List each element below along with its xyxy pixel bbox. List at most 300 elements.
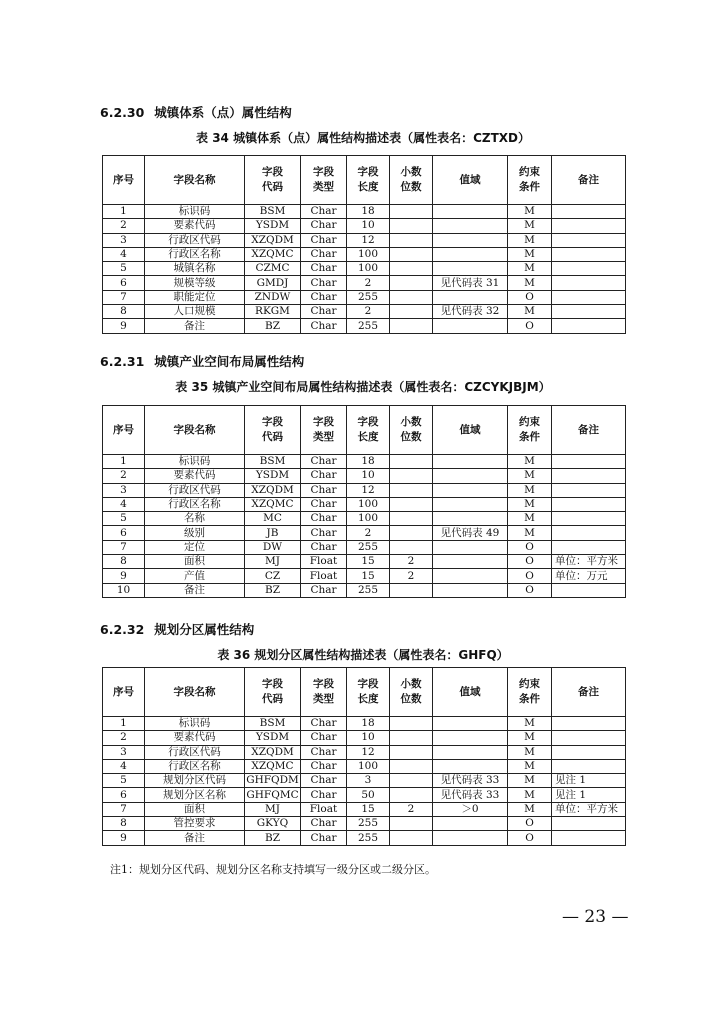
section-number: 6.2.32 xyxy=(100,622,145,637)
field-type-cell: Float xyxy=(301,569,347,583)
table-caption: 表 35 城镇产业空间布局属性结构描述表（属性表名：CZCYKJBJM） xyxy=(175,380,551,394)
seq-cell: 3 xyxy=(103,233,145,247)
seq-cell: 2 xyxy=(103,731,145,745)
field-name-cell: 备注 xyxy=(145,831,245,845)
table-row xyxy=(103,512,626,526)
decimal-places-cell xyxy=(390,745,433,759)
field-length-cell: 12 xyxy=(347,745,390,759)
decimal-places-cell xyxy=(390,205,433,219)
constraint-cell: M xyxy=(508,219,552,233)
field-length-cell: 255 xyxy=(347,583,390,597)
value-domain-cell xyxy=(433,831,508,845)
field-code-cell: YSDM xyxy=(245,731,301,745)
field-type-cell: Char xyxy=(301,276,347,290)
decimal-places-cell xyxy=(390,497,433,511)
constraint-cell: M xyxy=(508,205,552,219)
table-row xyxy=(103,305,626,319)
table-row xyxy=(103,802,626,816)
field-name-cell: 行政区代码 xyxy=(145,745,245,759)
decimal-places-cell xyxy=(390,319,433,333)
remark-cell xyxy=(552,233,626,247)
field-length-cell: 255 xyxy=(347,319,390,333)
column-header: 字段名称 xyxy=(145,156,245,205)
remark-cell xyxy=(552,526,626,540)
seq-cell: 9 xyxy=(103,831,145,845)
value-domain-cell xyxy=(433,569,508,583)
field-name-cell: 规划分区名称 xyxy=(145,788,245,802)
table-caption: 表 34 城镇体系（点）属性结构描述表（属性表名：CZTXD） xyxy=(196,131,530,145)
value-domain-cell xyxy=(433,540,508,554)
remark-cell xyxy=(552,512,626,526)
field-type-cell: Char xyxy=(301,717,347,731)
remark-cell xyxy=(552,745,626,759)
column-header: 备注 xyxy=(552,668,626,717)
seq-cell: 6 xyxy=(103,526,145,540)
field-type-cell: Char xyxy=(301,759,347,773)
value-domain-cell xyxy=(433,555,508,569)
field-type-cell: Char xyxy=(301,483,347,497)
decimal-places-cell xyxy=(390,540,433,554)
constraint-cell: M xyxy=(508,276,552,290)
field-code-cell: YSDM xyxy=(245,469,301,483)
field-length-cell: 255 xyxy=(347,831,390,845)
remark-cell xyxy=(552,831,626,845)
field-name-cell: 定位 xyxy=(145,540,245,554)
table-row xyxy=(103,469,626,483)
field-code-cell: XZQDM xyxy=(245,233,301,247)
seq-cell: 5 xyxy=(103,262,145,276)
section-title: 规划分区属性结构 xyxy=(154,622,255,637)
decimal-places-cell xyxy=(390,455,433,469)
seq-cell: 10 xyxy=(103,583,145,597)
remark-cell: 见注 1 xyxy=(552,774,626,788)
field-type-cell: Char xyxy=(301,788,347,802)
section-heading xyxy=(100,620,254,638)
field-type-cell: Float xyxy=(301,555,347,569)
constraint-cell: M xyxy=(508,759,552,773)
seq-cell: 7 xyxy=(103,802,145,816)
value-domain-cell xyxy=(433,497,508,511)
constraint-cell: M xyxy=(508,247,552,261)
field-type-cell: Char xyxy=(301,233,347,247)
table-row xyxy=(103,205,626,219)
value-domain-cell xyxy=(433,455,508,469)
field-name-cell: 城镇名称 xyxy=(145,262,245,276)
field-length-cell: 15 xyxy=(347,802,390,816)
section-number: 6.2.30 xyxy=(100,105,145,120)
field-code-cell: ZNDW xyxy=(245,290,301,304)
field-code-cell: XZQDM xyxy=(245,745,301,759)
remark-cell xyxy=(552,817,626,831)
constraint-cell: M xyxy=(508,497,552,511)
remark-cell xyxy=(552,276,626,290)
field-code-cell: GHFQMC xyxy=(246,788,299,801)
table-row xyxy=(103,731,626,745)
decimal-places-cell xyxy=(390,583,433,597)
field-name-cell: 行政区代码 xyxy=(145,233,245,247)
field-length-cell: 100 xyxy=(347,262,390,276)
field-length-cell: 255 xyxy=(347,290,390,304)
field-name-cell: 面积 xyxy=(145,802,245,816)
constraint-cell: M xyxy=(508,469,552,483)
field-name-cell: 要素代码 xyxy=(145,731,245,745)
column-header: 字段 长度 xyxy=(347,668,390,717)
column-header: 小数 位数 xyxy=(390,406,433,455)
constraint-cell: O xyxy=(508,319,552,333)
decimal-places-cell xyxy=(390,219,433,233)
field-length-cell: 3 xyxy=(347,774,390,788)
decimal-places-cell xyxy=(390,262,433,276)
constraint-cell: O xyxy=(508,831,552,845)
value-domain-cell: 见代码表 32 xyxy=(433,305,508,319)
field-type-cell: Float xyxy=(301,802,347,816)
value-domain-cell: 见代码表 49 xyxy=(433,526,508,540)
table-header-row xyxy=(103,668,626,717)
field-code-cell: CZ xyxy=(245,569,301,583)
section-title: 城镇产业空间布局属性结构 xyxy=(154,354,305,369)
table-row xyxy=(103,583,626,597)
field-name-cell: 要素代码 xyxy=(145,469,245,483)
table-row xyxy=(103,555,626,569)
seq-cell: 5 xyxy=(103,774,145,788)
constraint-cell: M xyxy=(508,483,552,497)
field-code-cell: XZQMC xyxy=(245,497,301,511)
decimal-places-cell xyxy=(390,290,433,304)
field-code-cell: BZ xyxy=(245,583,301,597)
remark-cell xyxy=(552,540,626,554)
constraint-cell: M xyxy=(508,731,552,745)
field-name-cell: 名称 xyxy=(145,512,245,526)
seq-cell: 7 xyxy=(103,290,145,304)
field-name-cell: 要素代码 xyxy=(145,219,245,233)
seq-cell: 6 xyxy=(103,276,145,290)
field-length-cell: 2 xyxy=(347,276,390,290)
field-type-cell: Char xyxy=(301,219,347,233)
seq-cell: 8 xyxy=(103,817,145,831)
field-code-cell: GKYQ xyxy=(245,817,301,831)
seq-cell: 6 xyxy=(103,788,145,802)
decimal-places-cell xyxy=(390,276,433,290)
table-row xyxy=(103,540,626,554)
field-type-cell: Char xyxy=(301,731,347,745)
field-type-cell: Char xyxy=(301,205,347,219)
field-code-cell: BZ xyxy=(245,319,301,333)
seq-cell: 1 xyxy=(103,717,145,731)
table-note: 注1：规划分区代码、规划分区名称支持填写一级分区或二级分区。 xyxy=(110,863,436,876)
decimal-places-cell xyxy=(390,305,433,319)
value-domain-cell xyxy=(433,247,508,261)
field-type-cell: Char xyxy=(301,774,347,788)
remark-cell xyxy=(552,497,626,511)
field-length-cell: 100 xyxy=(347,497,390,511)
constraint-cell: M xyxy=(508,774,552,788)
field-type-cell: Char xyxy=(301,512,347,526)
field-name-cell: 规划分区代码 xyxy=(145,774,245,788)
table-row xyxy=(103,817,626,831)
field-code-cell: BSM xyxy=(245,455,301,469)
table-row xyxy=(103,745,626,759)
decimal-places-cell xyxy=(390,774,433,788)
column-header: 值域 xyxy=(433,406,508,455)
table-header-row xyxy=(103,156,626,205)
field-length-cell: 50 xyxy=(347,788,390,802)
column-header: 字段 长度 xyxy=(347,156,390,205)
column-header: 序号 xyxy=(103,406,145,455)
column-header: 字段 类型 xyxy=(301,156,347,205)
value-domain-cell: 见代码表 33 xyxy=(433,774,508,788)
field-name-cell: 人口规模 xyxy=(145,305,245,319)
section-heading xyxy=(100,103,292,121)
table-row xyxy=(103,788,626,802)
remark-cell xyxy=(552,219,626,233)
decimal-places-cell: 2 xyxy=(390,555,433,569)
decimal-places-cell xyxy=(390,831,433,845)
seq-cell: 8 xyxy=(103,305,145,319)
seq-cell: 9 xyxy=(103,569,145,583)
field-length-cell: 100 xyxy=(347,512,390,526)
column-header: 小数 位数 xyxy=(390,668,433,717)
field-name-cell: 行政区名称 xyxy=(145,497,245,511)
constraint-cell: M xyxy=(508,788,552,802)
field-name-cell: 备注 xyxy=(145,583,245,597)
column-header: 备注 xyxy=(552,156,626,205)
section-number: 6.2.31 xyxy=(100,354,145,369)
value-domain-cell xyxy=(433,745,508,759)
column-header: 约束 条件 xyxy=(508,668,552,717)
decimal-places-cell xyxy=(390,717,433,731)
decimal-places-cell xyxy=(390,233,433,247)
field-code-cell: XZQDM xyxy=(245,483,301,497)
field-length-cell: 18 xyxy=(347,205,390,219)
column-header: 字段 长度 xyxy=(347,406,390,455)
column-header: 字段 类型 xyxy=(301,668,347,717)
field-length-cell: 100 xyxy=(347,247,390,261)
value-domain-cell xyxy=(433,759,508,773)
remark-cell: 见注 1 xyxy=(552,788,626,802)
field-name-cell: 备注 xyxy=(145,319,245,333)
decimal-places-cell xyxy=(390,483,433,497)
field-name-cell: 标识码 xyxy=(145,455,245,469)
value-domain-cell xyxy=(433,583,508,597)
remark-cell xyxy=(552,717,626,731)
value-domain-cell xyxy=(433,319,508,333)
remark-cell xyxy=(552,583,626,597)
remark-cell xyxy=(552,469,626,483)
remark-cell: 单位：平方米 xyxy=(552,555,626,569)
table-caption: 表 36 规划分区属性结构描述表（属性表名：GHFQ） xyxy=(217,648,509,662)
constraint-cell: M xyxy=(508,455,552,469)
field-code-cell: XZQMC xyxy=(245,759,301,773)
value-domain-cell xyxy=(433,469,508,483)
constraint-cell: O xyxy=(508,290,552,304)
column-header: 约束 条件 xyxy=(508,406,552,455)
value-domain-cell xyxy=(433,219,508,233)
field-code-cell: MJ xyxy=(245,802,301,816)
field-type-cell: Char xyxy=(301,745,347,759)
value-domain-cell xyxy=(433,817,508,831)
table-row xyxy=(103,319,626,333)
column-header: 序号 xyxy=(103,156,145,205)
constraint-cell: O xyxy=(508,817,552,831)
column-header: 字段 类型 xyxy=(301,406,347,455)
field-type-cell: Char xyxy=(301,290,347,304)
field-type-cell: Char xyxy=(301,583,347,597)
field-length-cell: 255 xyxy=(347,540,390,554)
table-row xyxy=(103,526,626,540)
field-name-cell: 职能定位 xyxy=(145,290,245,304)
field-type-cell: Char xyxy=(301,817,347,831)
page-number: — 23 — xyxy=(562,907,629,927)
constraint-cell: M xyxy=(508,305,552,319)
remark-cell xyxy=(552,247,626,261)
field-type-cell: Char xyxy=(301,455,347,469)
value-domain-cell xyxy=(433,483,508,497)
seq-cell: 9 xyxy=(103,319,145,333)
decimal-places-cell: 2 xyxy=(390,802,433,816)
value-domain-cell xyxy=(433,233,508,247)
table-row xyxy=(103,219,626,233)
column-header: 字段 代码 xyxy=(245,668,301,717)
decimal-places-cell xyxy=(390,788,433,802)
section-title: 城镇体系（点）属性结构 xyxy=(154,105,292,120)
remark-cell xyxy=(552,205,626,219)
table-row xyxy=(103,233,626,247)
decimal-places-cell xyxy=(390,759,433,773)
field-type-cell: Char xyxy=(301,831,347,845)
field-name-cell: 规模等级 xyxy=(145,276,245,290)
remark-cell xyxy=(552,290,626,304)
field-length-cell: 18 xyxy=(347,455,390,469)
field-name-cell: 级别 xyxy=(145,526,245,540)
constraint-cell: M xyxy=(508,262,552,276)
field-length-cell: 2 xyxy=(347,526,390,540)
constraint-cell: M xyxy=(508,512,552,526)
column-header: 约束 条件 xyxy=(508,156,552,205)
field-length-cell: 10 xyxy=(347,219,390,233)
column-header: 值域 xyxy=(433,156,508,205)
value-domain-cell: 见代码表 33 xyxy=(433,788,508,802)
value-domain-cell xyxy=(433,205,508,219)
table-row xyxy=(103,831,626,845)
seq-cell: 4 xyxy=(103,497,145,511)
field-code-cell: GHFQDM xyxy=(246,774,299,787)
field-code-cell: MJ xyxy=(245,555,301,569)
field-type-cell: Char xyxy=(301,262,347,276)
table-row xyxy=(103,455,626,469)
remark-cell: 单位：平方米 xyxy=(552,802,626,816)
table-row xyxy=(103,247,626,261)
value-domain-cell xyxy=(433,731,508,745)
remark-cell xyxy=(552,319,626,333)
value-domain-cell xyxy=(433,262,508,276)
seq-cell: 4 xyxy=(103,759,145,773)
field-type-cell: Char xyxy=(301,540,347,554)
field-code-cell: GMDJ xyxy=(245,276,301,290)
table-row xyxy=(103,483,626,497)
column-header: 序号 xyxy=(103,668,145,717)
seq-cell: 8 xyxy=(103,555,145,569)
constraint-cell: M xyxy=(508,802,552,816)
table-header-row xyxy=(103,406,626,455)
remark-cell xyxy=(552,455,626,469)
field-code-cell: BSM xyxy=(245,717,301,731)
field-type-cell: Char xyxy=(301,526,347,540)
decimal-places-cell xyxy=(390,469,433,483)
field-length-cell: 15 xyxy=(347,569,390,583)
column-header: 字段名称 xyxy=(145,406,245,455)
field-name-cell: 标识码 xyxy=(145,205,245,219)
table-row xyxy=(103,290,626,304)
seq-cell: 2 xyxy=(103,469,145,483)
field-code-cell: YSDM xyxy=(245,219,301,233)
field-length-cell: 2 xyxy=(347,305,390,319)
remark-cell xyxy=(552,305,626,319)
seq-cell: 1 xyxy=(103,205,145,219)
attribute-table xyxy=(102,405,626,598)
field-length-cell: 10 xyxy=(347,731,390,745)
field-code-cell: DW xyxy=(245,540,301,554)
remark-cell xyxy=(552,262,626,276)
value-domain-cell xyxy=(433,290,508,304)
table-row xyxy=(103,276,626,290)
attribute-table xyxy=(102,155,626,334)
table-row xyxy=(103,759,626,773)
field-name-cell: 行政区名称 xyxy=(145,247,245,261)
field-name-cell: 面积 xyxy=(145,555,245,569)
column-header: 字段名称 xyxy=(145,668,245,717)
field-code-cell: BSM xyxy=(245,205,301,219)
field-code-cell: BZ xyxy=(245,831,301,845)
seq-cell: 5 xyxy=(103,512,145,526)
column-header: 字段 代码 xyxy=(245,406,301,455)
field-length-cell: 255 xyxy=(347,817,390,831)
field-code-cell: RKGM xyxy=(245,305,301,319)
constraint-cell: O xyxy=(508,583,552,597)
field-length-cell: 12 xyxy=(347,483,390,497)
field-type-cell: Char xyxy=(301,469,347,483)
column-header: 小数 位数 xyxy=(390,156,433,205)
field-code-cell: MC xyxy=(245,512,301,526)
decimal-places-cell: 2 xyxy=(390,569,433,583)
field-name-cell: 管控要求 xyxy=(145,817,245,831)
constraint-cell: M xyxy=(508,745,552,759)
field-type-cell: Char xyxy=(301,247,347,261)
constraint-cell: M xyxy=(508,233,552,247)
remark-cell xyxy=(552,483,626,497)
seq-cell: 2 xyxy=(103,219,145,233)
field-type-cell: Char xyxy=(301,497,347,511)
remark-cell xyxy=(552,759,626,773)
decimal-places-cell xyxy=(390,817,433,831)
field-type-cell: Char xyxy=(301,305,347,319)
remark-cell xyxy=(552,731,626,745)
table-row xyxy=(103,774,626,788)
value-domain-cell: ＞0 xyxy=(433,802,508,816)
field-name-cell: 行政区名称 xyxy=(145,759,245,773)
table-row xyxy=(103,569,626,583)
section-heading xyxy=(100,352,304,370)
seq-cell: 4 xyxy=(103,247,145,261)
seq-cell: 3 xyxy=(103,745,145,759)
constraint-cell: M xyxy=(508,526,552,540)
seq-cell: 1 xyxy=(103,455,145,469)
field-length-cell: 100 xyxy=(347,759,390,773)
field-length-cell: 12 xyxy=(347,233,390,247)
table-row xyxy=(103,717,626,731)
seq-cell: 3 xyxy=(103,483,145,497)
decimal-places-cell xyxy=(390,512,433,526)
seq-cell: 7 xyxy=(103,540,145,554)
